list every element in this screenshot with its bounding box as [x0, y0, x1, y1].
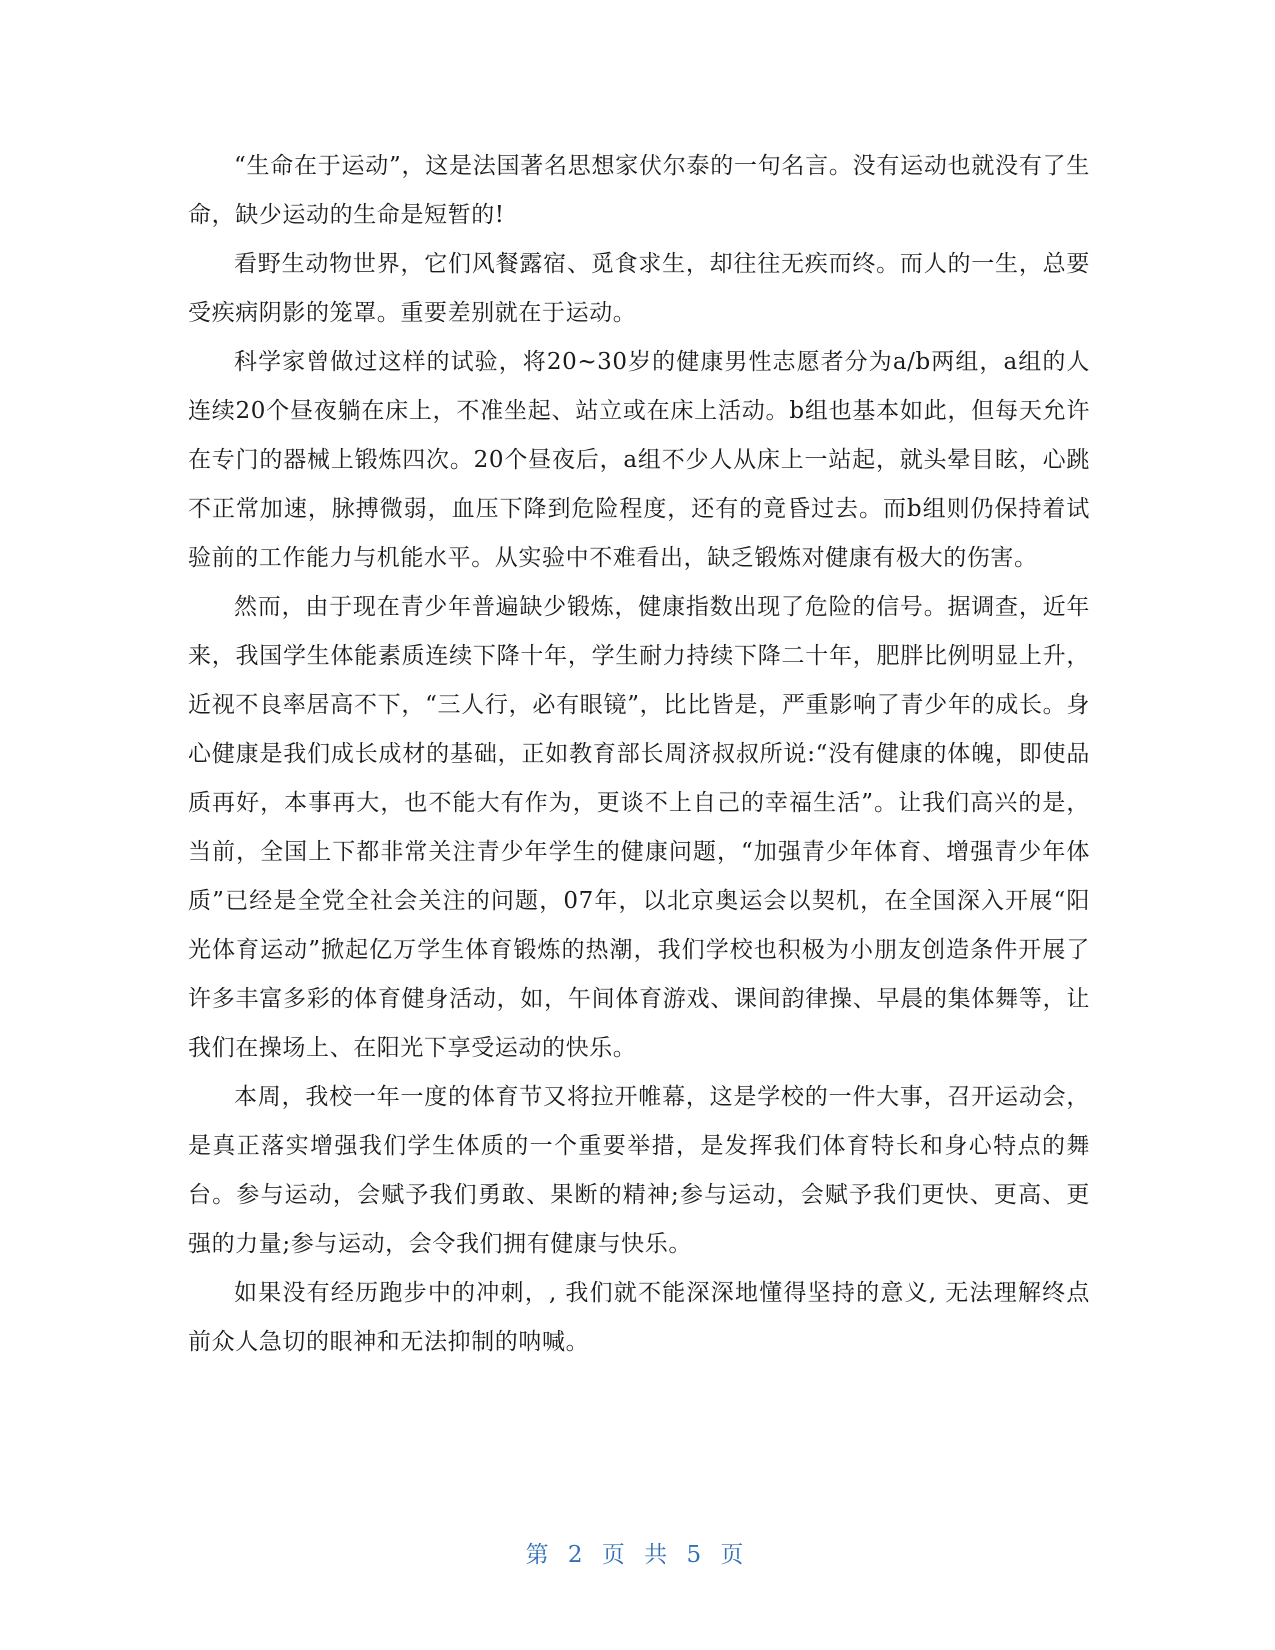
paragraph: 如果没有经历跑步中的冲刺，, 我们就不能深深地懂得坚持的意义, 无法理解终点前众人急切的眼神和无法抑制的呐喊。 — [188, 1280, 1090, 1355]
document-body — [188, 142, 1090, 1367]
paragraph: “生命在于运动”，这是法国著名思想家伏尔泰的一句名言。没有运动也就没有了生命，缺少运动的生命是短暂的! — [188, 153, 1090, 228]
page-footer: 第 2 页 共 5 页 — [525, 1542, 750, 1568]
paragraph: 看野生动物世界，它们风餐露宿、觅食求生，却往往无疾而终。而人的一生，总要受疾病阴影的笼罩。重要差别就在于运动。 — [188, 251, 1090, 326]
paragraph: 然而，由于现在青少年普遍缺少锻炼，健康指数出现了危险的信号。据调查，近年来，我国学生体能素质连续下降十年，学生耐力持续下降二十年，肥胖比例明显上升，近视不良率居高不下，“三人行，必有眼镜”，比比皆是，严重影响了青少年的成长。身心健康是我们成长成材的基础，正如教育部长周济叔叔所说:“没有健康的体魄，即使品质再好，本事再大，也不能大有作为，更谈不上自己的幸福生活”。让我们高兴的是，当前，全国上下都非常关注青少年学生的健康问题，“加强青少年体育、增强青少年体质”已经是全党全社会关注的问题，07年，以北京奥运会以契机，在全国深入开展“阳光体育运动”掀起亿万学生体育锻炼的热潮，我们学校也积极为小朋友创造条件开展了许多丰富多彩的体育健身活动，如，午间体育游戏、课间韵律操、早晨的集体舞等，让我们在操场上、在阳光下享受运动的快乐。 — [188, 594, 1090, 1061]
paragraph: 科学家曾做过这样的试验，将20~30岁的健康男性志愿者分为a/b两组，a组的人连续20个昼夜躺在床上，不准坐起、站立或在床上活动。b组也基本如此，但每天允许在专门的器械上锻炼四次。20个昼夜后，a组不少人从床上一站起，就头晕目眩，心跳不正常加速，脉搏微弱，血压下降到危险程度，还有的竟昏过去。而b组则仍保持着试验前的工作能力与机能水平。从实验中不难看出，缺乏锻炼对健康有极大的伤害。 — [188, 349, 1090, 571]
paragraph: 本周，我校一年一度的体育节又将拉开帷幕，这是学校的一件大事，召开运动会，是真正落实增强我们学生体质的一个重要举措，是发挥我们体育特长和身心特点的舞台。参与运动，会赋予我们勇敢、果断的精神;参与运动，会赋予我们更快、更高、更强的力量;参与运动，会令我们拥有健康与快乐。 — [188, 1084, 1090, 1257]
